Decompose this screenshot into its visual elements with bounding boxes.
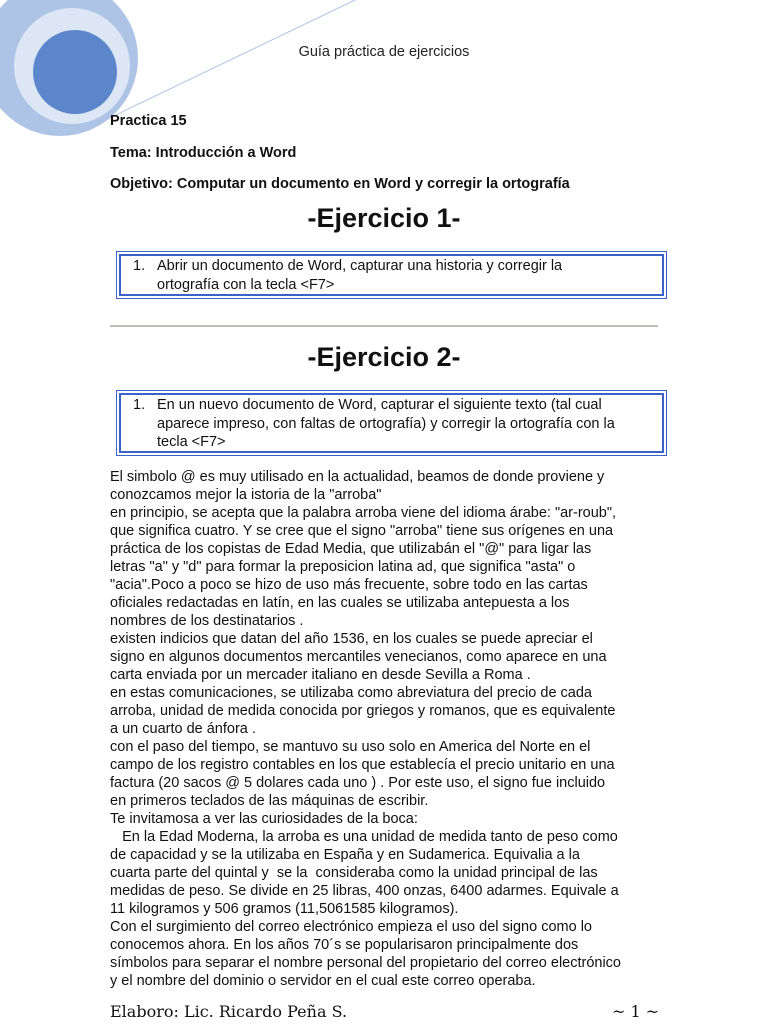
body-line: de capacidad y se la utilizaba en España y en Sudamerica. Equivalia a la (110, 847, 580, 863)
list-number: 1. (133, 397, 146, 413)
header-title: Guía práctica de ejercicios (298, 44, 470, 60)
body-line: arroba, unidad de medida conocida por griegos y romanos, que es equivalente (110, 703, 616, 719)
body-line: símbolos para separar el nombre personal del propietario del correo electrónico (110, 955, 621, 971)
footer-author: Elaboro: Lic. Ricardo Peña S. (110, 1002, 348, 1021)
body-line: con el paso del tiempo, se mantuvo su uso solo en America del Norte en el (110, 739, 591, 755)
body-line: En la Edad Moderna, la arroba es una unidad de medida tanto de peso como (110, 829, 618, 845)
body-line: Con el surgimiento del correo electrónico empieza el uso del signo como lo (110, 919, 592, 935)
body-line: "acia".Poco a poco se hizo de uso más frecuente, sobre todo en las cartas (110, 577, 588, 593)
body-line: El simbolo @ es muy utilisado en la actualidad, beamos de donde proviene y (110, 469, 605, 485)
instruction-line: Abrir un documento de Word, capturar una historia y corregir la (157, 258, 563, 274)
section-divider (110, 325, 658, 327)
body-line: cuarta parte del quintal y se la consideraba como la unidad principal de las (110, 865, 598, 881)
practica-label: Practica 15 (110, 113, 187, 129)
body-line: letras "a" y "d" para formar la preposicion latina ad, que significa "asta" o (110, 559, 576, 575)
body-line: y el nombre del dominio o servidor en el cual este correo operaba. (110, 973, 536, 989)
objetivo-label: Objetivo: Computar un documento en Word y corregir la ortografía (110, 176, 570, 192)
body-line: práctica de los copistas de Edad Media, que utilizabán el "@" para ligar las (110, 541, 592, 557)
body-line: factura (20 sacos @ 5 dolares cada uno ) . Por este uso, el signo fue incluido (110, 775, 606, 791)
body-line: nombres de los destinatarios . (110, 613, 304, 629)
instruction-line: En un nuevo documento de Word, capturar el siguiente texto (tal cual (157, 397, 602, 413)
body-line: que significa cuatro. Y se cree que el signo "arroba" tiene sus orígenes en una (110, 523, 614, 539)
ejercicio-1-title: -Ejercicio 1- (307, 203, 461, 233)
ejercicio-2-title: -Ejercicio 2- (307, 342, 461, 372)
body-line: medidas de peso. Se divide en 25 libras, 400 onzas, 6400 adarmes. Equivale a (110, 883, 619, 899)
page-number: ~ 1 ~ (612, 1002, 660, 1021)
list-number: 1. (133, 258, 146, 274)
body-line: conocemos ahora. En los años 70´s se popularisaron principalmente dos (110, 937, 579, 953)
body-line: Te invitamosa a ver las curiosidades de la boca: (110, 811, 418, 827)
instruction-line: ortografía con la tecla <F7> (157, 276, 335, 293)
body-line: carta enviada por un mercader italiano en desde Sevilla a Roma . (110, 667, 531, 683)
body-line: en primeros teclados de las máquinas de escribir. (110, 793, 429, 809)
body-line: a un cuarto de ánfora . (110, 721, 256, 737)
body-line: signo en algunos documentos mercantiles venecianos, como aparece en una (110, 649, 607, 665)
body-line: 11 kilogramos y 506 gramos (11,5061585 kilogramos). (110, 901, 459, 917)
instruction-line: aparece impreso, con faltas de ortografía) y corregir la ortografía con la (157, 415, 615, 432)
body-line: existen indicios que datan del año 1536, en los cuales se puede apreciar el (110, 631, 593, 647)
instruction-line: tecla <F7> (157, 434, 226, 450)
body-line: en estas comunicaciones, se utilizaba como abreviatura del precio de cada (110, 685, 592, 701)
body-line: oficiales redactadas en latín, en las cuales se utilizaba antepuesta a los (110, 595, 570, 611)
body-text (110, 468, 670, 990)
body-line: en principio, se acepta que la palabra arroba viene del idioma árabe: "ar-roub", (110, 505, 617, 521)
tema-label: Tema: Introducción a Word (110, 145, 297, 161)
ejercicio-2-box (119, 393, 664, 453)
body-line: conozcamos mejor la istoria de la "arroba" (110, 487, 382, 503)
body-line: campo de los registro contables en los que establecía el precio unitario en una (110, 757, 615, 773)
ejercicio-1-box (119, 254, 664, 296)
